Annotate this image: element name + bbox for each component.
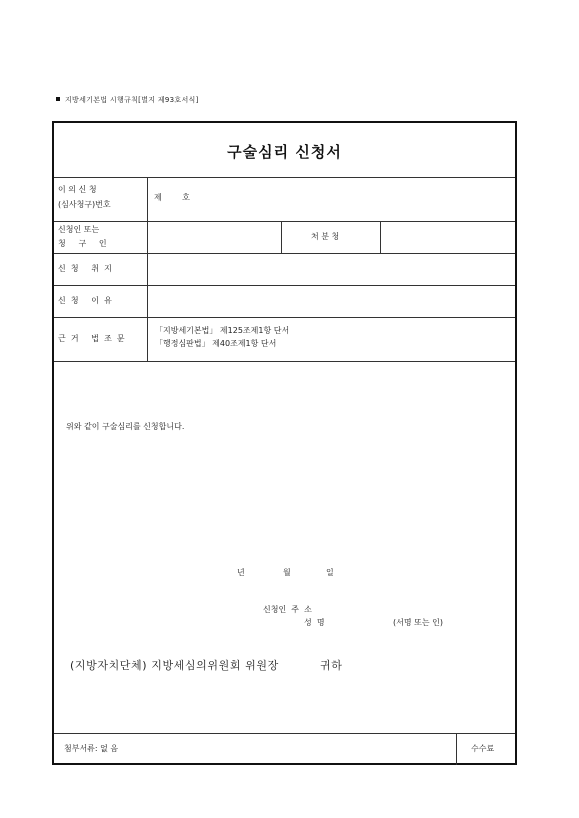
form-header-note: [56, 95, 199, 105]
form-title: 구술심리 신청서: [227, 143, 342, 161]
attachments-note: 첨부서류: 없 음: [64, 744, 119, 753]
row-divider: [54, 177, 515, 178]
addressee: (지방자치단체) 지방세심의위원회 위원장: [70, 659, 279, 672]
cell-divider: [380, 221, 381, 253]
disposition-agency-label: 처 분 청: [311, 232, 340, 241]
cell-divider: [281, 221, 282, 253]
row-divider: [54, 285, 515, 286]
label-column-divider: [147, 177, 148, 361]
date-day-label: 일: [326, 568, 334, 577]
square-bullet-icon: [56, 97, 60, 101]
legal-basis-label: 근 거 법 조 문: [58, 334, 125, 343]
row-divider: [54, 317, 515, 318]
applicant-name-label: 성 명: [304, 618, 325, 627]
form-reference: 지방세기본법 시행규칙[별지 제93호서식]: [65, 96, 199, 104]
reason-label: 신 청 이 유: [58, 296, 112, 305]
signature-note: (서명 또는 인): [393, 618, 443, 627]
date-month-label: 월: [283, 568, 291, 577]
application-form: [52, 121, 517, 765]
purpose-label: 신 청 취 지: [58, 264, 112, 273]
fee-label: 수수료: [471, 744, 495, 753]
row-divider: [54, 253, 515, 254]
objection-number-label-line1: 이 의 신 청: [58, 185, 97, 194]
fee-cell-divider: [456, 733, 457, 765]
row-divider: [54, 733, 515, 734]
row-divider: [54, 361, 515, 362]
honorific: 귀하: [320, 659, 343, 672]
row-divider: [54, 221, 515, 222]
objection-number-value[interactable]: 제 호: [154, 193, 190, 202]
application-statement: 위와 같이 구술심리를 신청합니다.: [66, 422, 185, 431]
applicant-address-label: 신청인 주 소: [263, 605, 312, 614]
legal-basis-line-2: 「행정심판법」 제40조제1항 단서: [155, 339, 277, 348]
legal-basis-line-1: 「지방세기본법」 제125조제1항 단서: [155, 326, 290, 335]
applicant-label-line1: 신청인 또는: [58, 225, 100, 234]
date-year-label: 년: [237, 568, 245, 577]
applicant-label-line2: 청 구 인: [58, 239, 107, 248]
objection-number-label-line2: (심사청구)번호: [58, 200, 111, 209]
